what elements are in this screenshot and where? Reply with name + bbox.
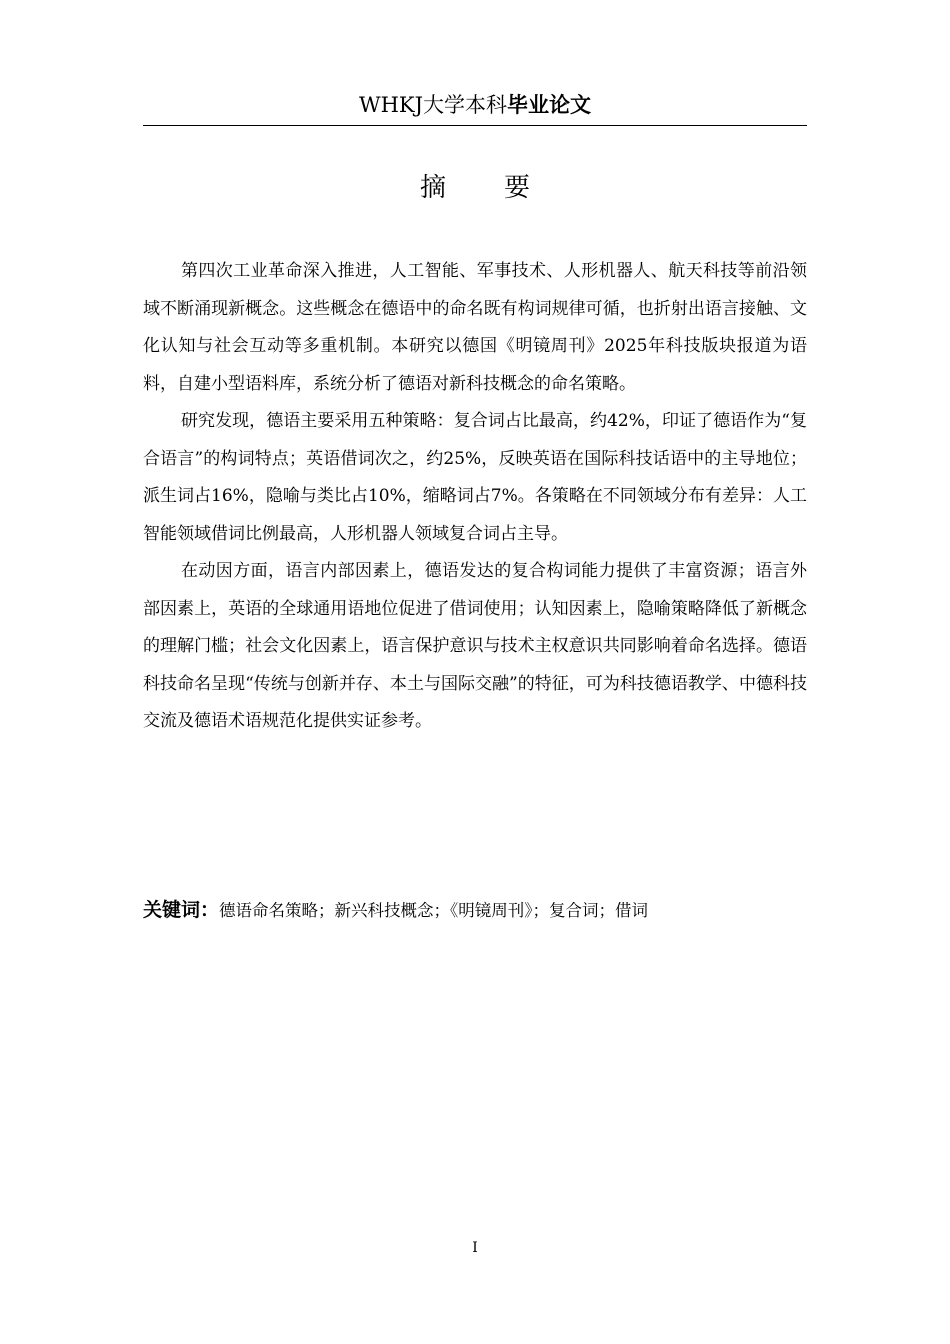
page-number: I [472, 1240, 478, 1256]
abstract-body [143, 253, 807, 741]
keywords-line [143, 895, 807, 926]
header-thesis-type: 毕业论文 [507, 93, 591, 117]
abstract-paragraph-3: 在动因方面，语言内部因素上，德语发达的复合构词能力提供了丰富资源；语言外部因素上，英语的全球通用语地位促进了借词使用；认知因素上，隐喻策略降低了新概念的理解门槛；社会文化因素上，语言保护意识与技术主权意识共同影响着命名选择。德语科技命名呈现“传统与创新并存、本土与国际交融”的特征，可为科技德语教学、中德科技交流及德语术语规范化提供实证参考。 [143, 561, 807, 731]
keywords-text: 德语命名策略；新兴科技概念；《明镜周刊》；复合词；借词 [219, 901, 649, 920]
header-university: WHKJ大学本科 [358, 93, 507, 117]
header-rule [143, 125, 807, 126]
abstract-paragraph-1: 第四次工业革命深入推进，人工智能、军事技术、人形机器人、航天科技等前沿领域不断涌现新概念。这些概念在德语中的命名既有构词规律可循，也折射出语言接触、文化认知与社会互动等多重机制。本研究以德国《明镜周刊》2025年科技版块报道为语料，自建小型语料库，系统分析了德语对新科技概念的命名策略。 [143, 261, 807, 394]
abstract-paragraph-2: 研究发现，德语主要采用五种策略：复合词占比最高，约42%，印证了德语作为“复合语言”的构词特点；英语借词次之，约25%，反映英语在国际科技话语中的主导地位；派生词占16%，隐喻与类比占10%，缩略词占7%。各策略在不同领域分布有差异：人工智能领域借词比例最高，人形机器人领域复合词占主导。 [143, 411, 807, 544]
abstract-title: 摘要 [419, 173, 588, 203]
keywords-label: 关键词： [143, 899, 220, 921]
running-header [143, 90, 807, 120]
